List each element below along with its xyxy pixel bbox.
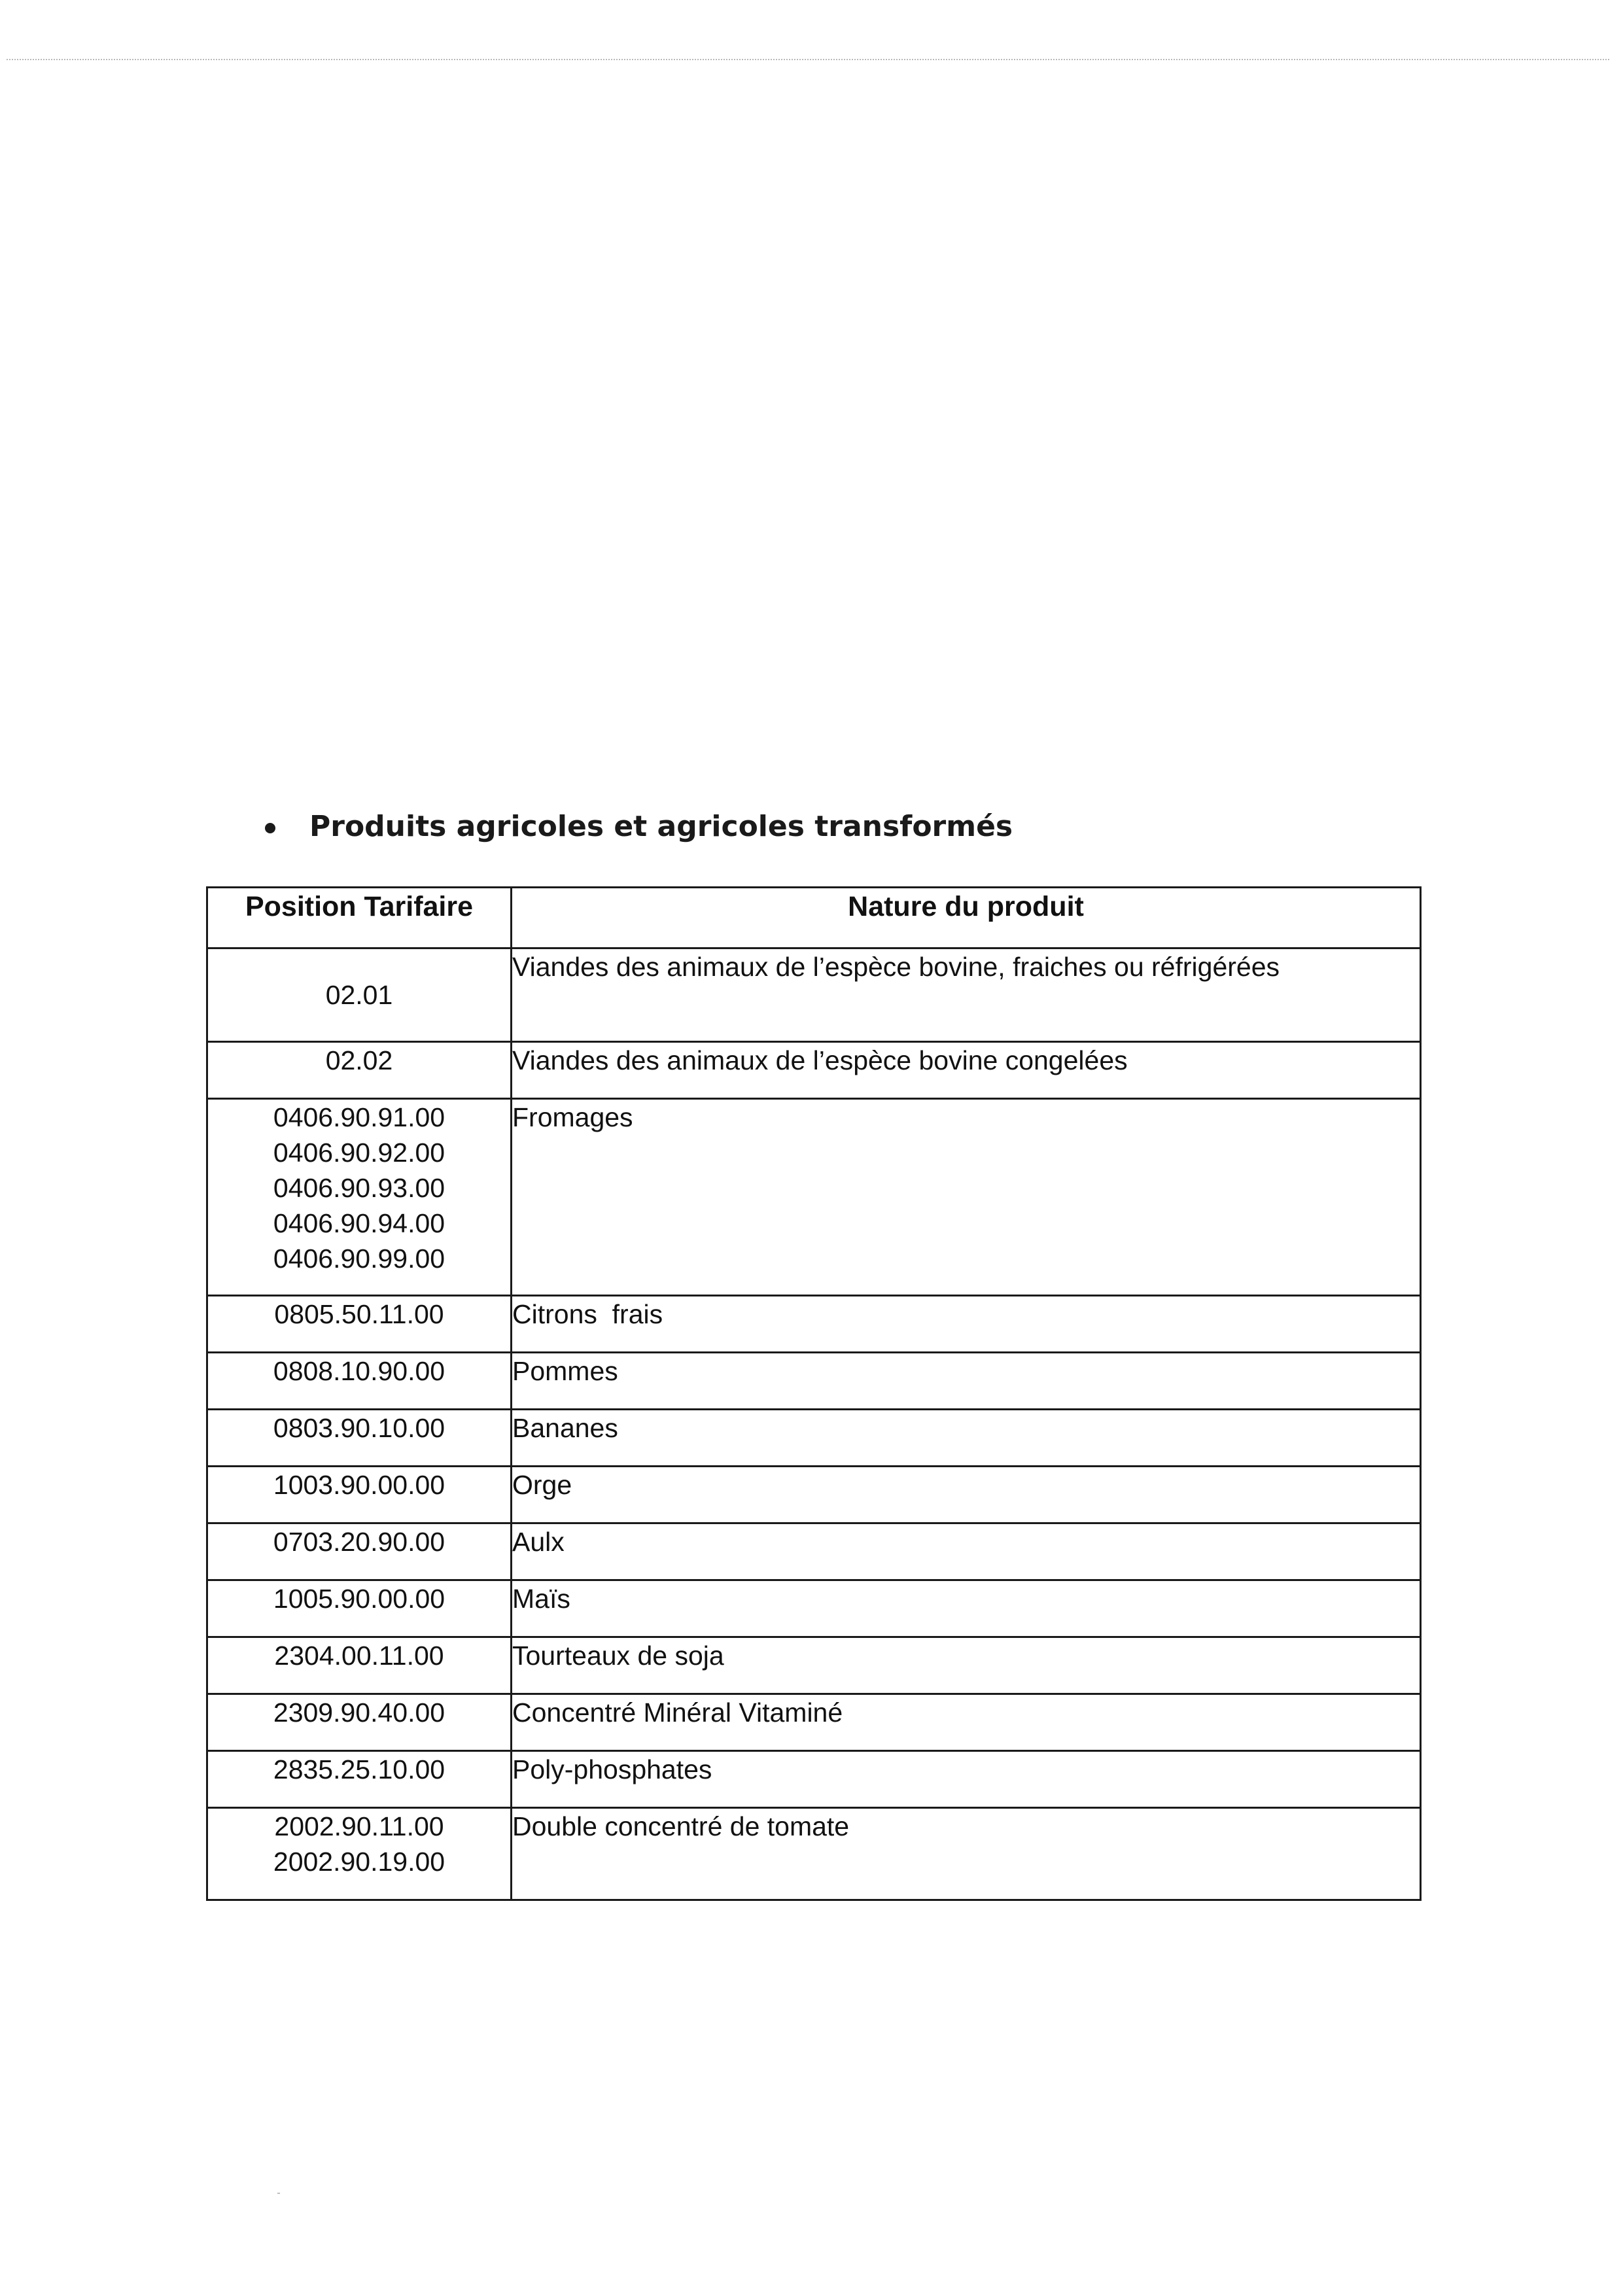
tariff-code: 0803.90.10.00 — [273, 1413, 445, 1443]
product-name: Viandes des animaux de l’espèce bovine congelées — [512, 1042, 1421, 1099]
tariff-code-cell — [207, 1751, 512, 1808]
tariff-code: 0703.20.90.00 — [273, 1527, 445, 1557]
tariff-code: 0406.90.91.00 — [273, 1102, 445, 1132]
product-name: Poly-phosphates — [512, 1751, 1421, 1808]
tariff-code-cell — [207, 1099, 512, 1296]
table-row — [207, 1410, 1421, 1467]
table-row — [207, 1694, 1421, 1751]
tariff-code: 0805.50.11.00 — [274, 1299, 444, 1329]
product-name: Viandes des animaux de l’espèce bovine, fraiches ou réfrigérées — [512, 948, 1421, 1042]
tariff-code-cell — [207, 1353, 512, 1410]
tariff-code-cell — [207, 1637, 512, 1694]
table-row — [207, 1042, 1421, 1099]
table-header-row — [207, 888, 1421, 948]
header-position-tarifaire: Position Tarifaire — [207, 888, 512, 948]
tariff-code: 1003.90.00.00 — [273, 1470, 445, 1500]
header-nature-du-produit: Nature du produit — [512, 888, 1421, 948]
product-name: Concentré Minéral Vitaminé — [512, 1694, 1421, 1751]
product-name: Orge — [512, 1467, 1421, 1523]
tariff-code-cell — [207, 1694, 512, 1751]
table-row — [207, 1751, 1421, 1808]
product-name: Bananes — [512, 1410, 1421, 1467]
table-row — [207, 948, 1421, 1042]
tariff-code: 0406.90.99.00 — [273, 1244, 445, 1274]
tariff-code: 2835.25.10.00 — [273, 1754, 445, 1784]
product-name: Fromages — [512, 1099, 1421, 1296]
tariff-code-cell — [207, 1410, 512, 1467]
table-row — [207, 1808, 1421, 1900]
tariff-code: 02.01 — [325, 980, 393, 1010]
tariff-code: 2309.90.40.00 — [273, 1697, 445, 1728]
table-row — [207, 1523, 1421, 1580]
product-name: Tourteaux de soja — [512, 1637, 1421, 1694]
table-row — [207, 1353, 1421, 1410]
tariff-code: 2304.00.11.00 — [274, 1641, 444, 1671]
tariff-code: 0406.90.93.00 — [273, 1173, 445, 1203]
table-row — [207, 1296, 1421, 1353]
tariff-code: 02.02 — [325, 1045, 393, 1075]
table-row — [207, 1099, 1421, 1296]
tariff-code: 2002.90.19.00 — [273, 1847, 445, 1877]
tariff-code-cell — [207, 1580, 512, 1637]
section-heading — [265, 810, 1013, 843]
tariff-table — [206, 886, 1422, 1901]
product-name: Double concentré de tomate — [512, 1808, 1421, 1900]
product-name: Maïs — [512, 1580, 1421, 1637]
scan-top-rule — [7, 59, 1609, 60]
scan-speck — [277, 2193, 280, 2194]
tariff-code: 0808.10.90.00 — [273, 1356, 445, 1386]
product-name: Aulx — [512, 1523, 1421, 1580]
tariff-code: 0406.90.92.00 — [273, 1138, 445, 1168]
section-heading-text: Produits agricoles et agricoles transformés — [309, 810, 1013, 843]
tariff-code-cell — [207, 1296, 512, 1353]
product-name: Pommes — [512, 1353, 1421, 1410]
product-name: Citrons frais — [512, 1296, 1421, 1353]
tariff-code: 2002.90.11.00 — [274, 1811, 444, 1841]
tariff-code-cell — [207, 948, 512, 1042]
tariff-code: 1005.90.00.00 — [273, 1584, 445, 1614]
bullet-icon — [265, 823, 275, 833]
tariff-code-cell — [207, 1467, 512, 1523]
tariff-code-cell — [207, 1808, 512, 1900]
table-row — [207, 1580, 1421, 1637]
table-row — [207, 1637, 1421, 1694]
table-row — [207, 1467, 1421, 1523]
tariff-code: 0406.90.94.00 — [273, 1208, 445, 1238]
tariff-code-cell — [207, 1523, 512, 1580]
tariff-code-cell — [207, 1042, 512, 1099]
